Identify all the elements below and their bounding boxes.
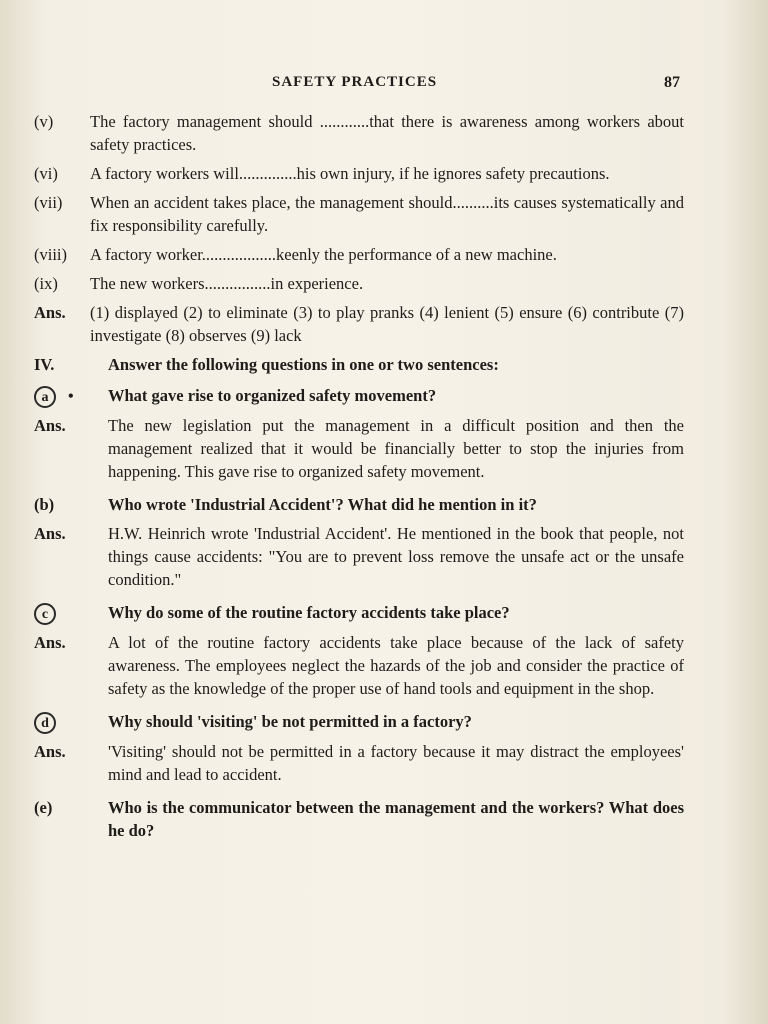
circled-label: c [34,603,56,625]
fill-item-ix [34,272,684,295]
question-d [34,710,684,734]
page-content [34,110,684,848]
answer-text: A lot of the routine factory accidents take place because of the lack of safety awareness. The employees neglect the hazards of the job and consider the practice of safety as the knowledge of the proper use of hand tools and equipment in the shop. [108,633,684,698]
question-text: Why should 'visiting' be not permitted in a factory? [108,712,472,731]
page-header [0,70,768,100]
question-text: What gave rise to organized safety movement? [108,386,437,405]
circled-label: a [34,386,56,408]
answer-d [34,740,684,786]
running-title: SAFETY PRACTICES [272,74,438,90]
item-text: The new workers................in experience. [90,274,364,293]
fill-item-vi [34,162,684,185]
question-b [34,493,684,516]
section-title: Answer the following questions in one or two sentences: [108,355,499,374]
question-label: (b) [34,495,55,514]
answer-label: Ans. [34,524,66,543]
answer-label: Ans. [34,303,66,322]
item-text: A factory workers will..............his own injury, if he ignores safety precautions. [90,164,610,183]
item-text: A factory worker..................keenly the performance of a new machine. [90,245,557,264]
item-label: (vi) [34,164,58,183]
question-label: (e) [34,798,53,817]
section-label: IV. [34,355,55,374]
answer-label: Ans. [34,416,66,435]
item-text: When an accident takes place, the management should..........its causes systematically and fix responsibility carefully. [90,193,684,235]
answer-c [34,631,684,700]
answer-text: H.W. Heinrich wrote 'Industrial Accident'. He mentioned in the book that people, not things cause accidents: "You are to prevent loss remove the unsafe act or the unsafe condition." [108,524,684,589]
section-heading [34,353,684,376]
question-label [34,601,108,625]
question-text: Why do some of the routine factory accidents take place? [108,603,510,622]
circled-label: d [34,712,56,734]
item-label: (viii) [34,245,67,264]
page-number: 87 [664,74,680,91]
item-text: The factory management should ............that there is awareness among workers about safety practices. [90,112,684,154]
question-a [34,384,684,408]
answer-text: The new legislation put the management in a difficult position and then the management realized that it would be financially better to stop the injuries from happening. This gave rise to organized safety movement. [108,416,684,481]
answer-label: Ans. [34,742,66,761]
fill-item-viii [34,243,684,266]
question-label [34,710,108,734]
answer-a [34,414,684,483]
fill-item-vii [34,191,684,237]
question-label [34,384,108,408]
question-text: Who is the communicator between the management and the workers? What does he do? [108,798,684,840]
answer-b [34,522,684,591]
answer-text: 'Visiting' should not be permitted in a factory because it may distract the employees' mind and lead to accident. [108,742,684,784]
answer-text: (1) displayed (2) to eliminate (3) to play pranks (4) lenient (5) ensure (6) contribute (7) investigate (8) observes (9) lack [90,303,684,345]
answer-label: Ans. [34,633,66,652]
item-label: (ix) [34,274,58,293]
fill-answer [34,301,684,347]
bullet-icon: • [68,388,74,405]
question-e [34,796,684,842]
item-label: (v) [34,112,54,131]
question-text: Who wrote 'Industrial Accident'? What did he mention in it? [108,495,537,514]
fill-item-v [34,110,684,156]
question-c [34,601,684,625]
item-label: (vii) [34,193,63,212]
